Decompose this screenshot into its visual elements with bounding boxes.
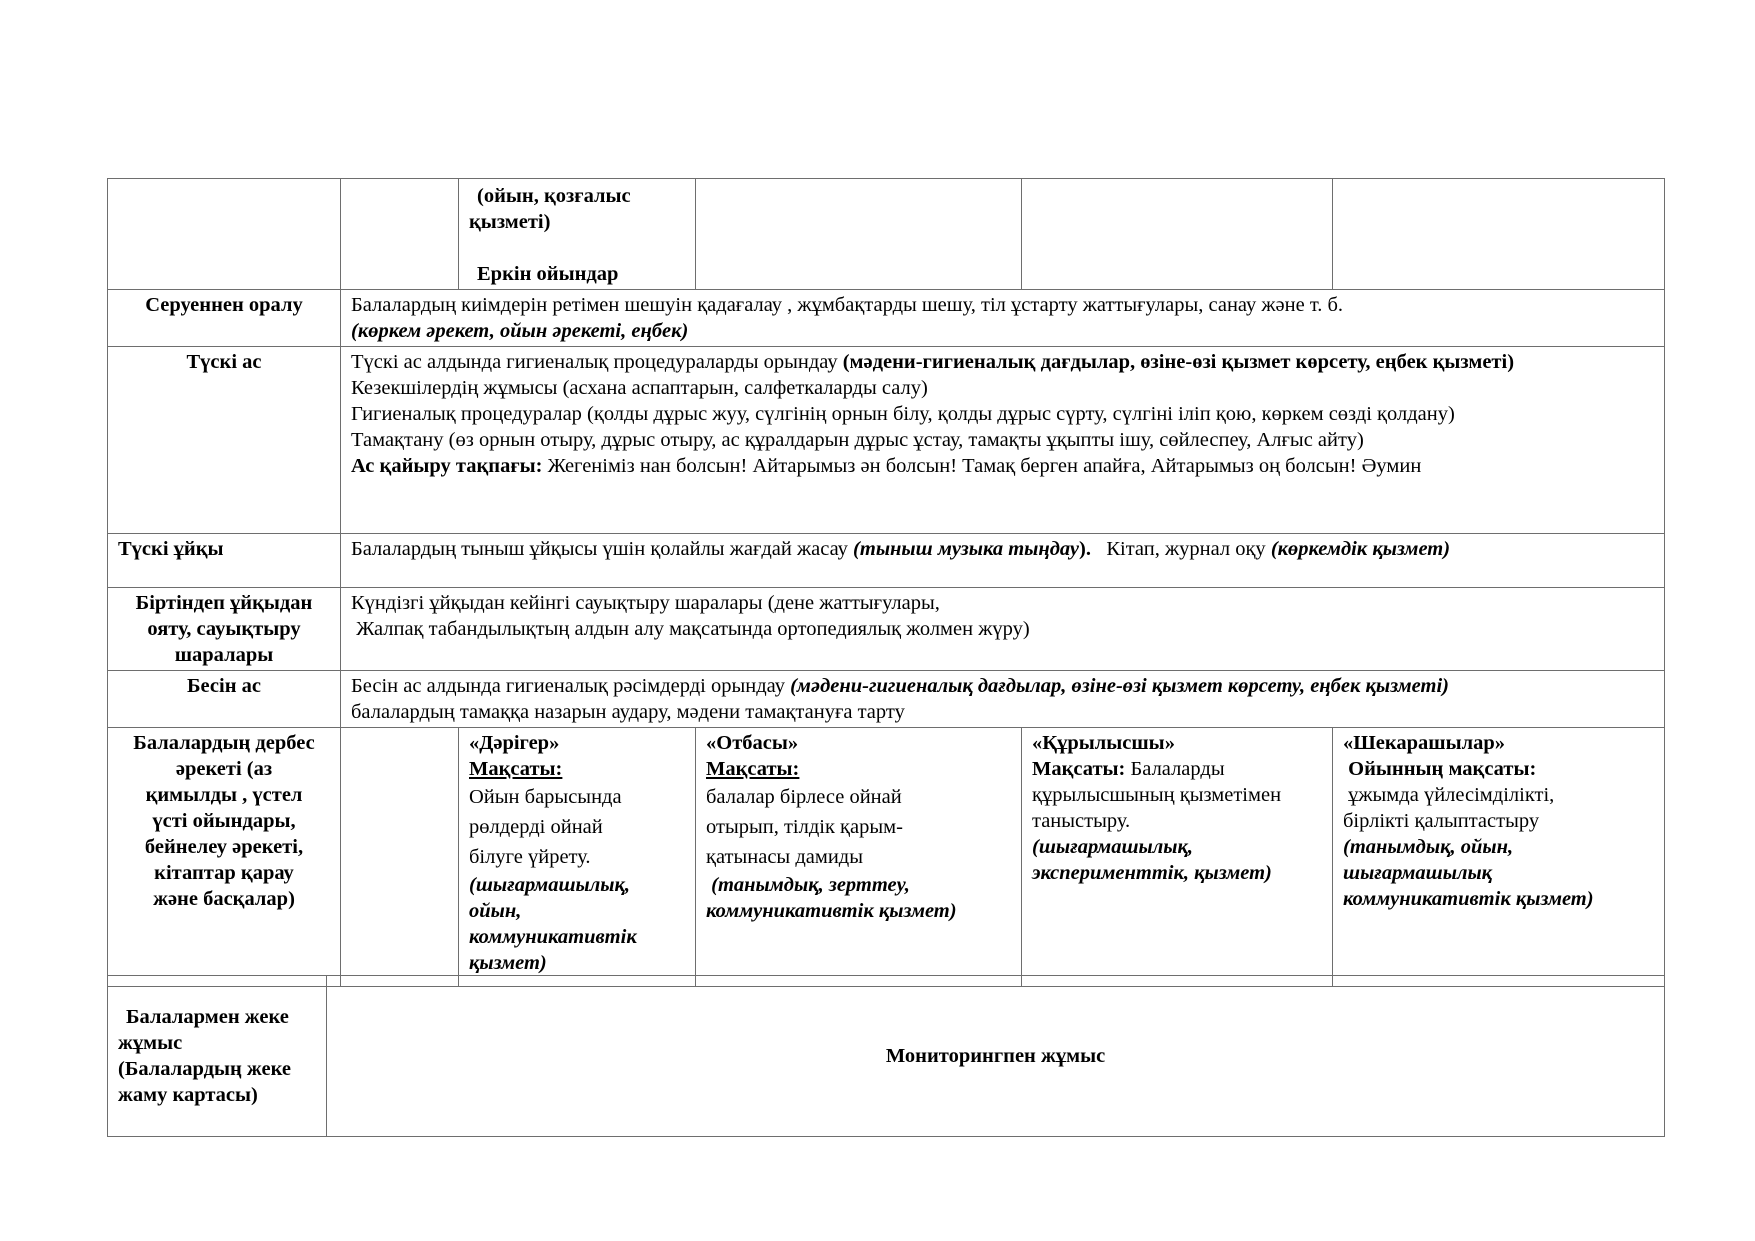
game-title: «Отбасы» [706,732,799,754]
row-individual [108,976,1665,1137]
row-label [108,976,327,1137]
goal-label: Мақсаты: [706,758,800,780]
return-text: Балалардың киімдерін ретімен шешуін қадағалау , жұмбақтарды шешу, тіл ұстарту жаттығулары, санау және т. б. [351,294,1344,316]
game-title: «Шекарашылар» [1343,732,1505,754]
goal-line: білуге үйрету. [469,846,591,868]
cell-empty-1 [108,179,341,290]
cell-empty-4 [696,179,1022,290]
goal-line: бірлікті қалыптастыру [1343,810,1540,832]
cell-empty-2 [341,179,459,290]
lunch-line-5-bold: Ас қайыру тақпағы: [351,455,543,477]
row-return-from-walk [108,290,1665,347]
free-play-line-2: қызметі) [469,211,551,233]
goal-label: Мақсаты: [1032,758,1126,780]
row-independent [108,728,1665,987]
snack-line-1-text: Бесін ас алдында гигиеналық рәсімдерді орындау [351,675,791,697]
independent-label-2: әрекеті (аз [175,758,273,780]
lunch-line-1 [351,349,1654,375]
independent-label-5: бейнелеу әрекеті, [144,836,304,858]
row-content [341,347,1665,534]
row-lunch [108,347,1665,534]
cell-free-play [459,179,696,290]
lunch-line-5-text: Жегеніміз нан болсын! Айтарымыз ән болсын! Тамақ берген апайға, Айтарымыз оң болсын! Әумин [542,455,1422,477]
wake-label-1: Біртіндеп ұйқыдан [135,592,313,614]
goal-line: Балаларды [1125,758,1225,780]
row-wake [108,588,1665,671]
activity-line: (танымдық, ойын, [1343,836,1514,858]
nap-activity-2: (көркемдік қызмет) [1270,538,1451,560]
goal-line: Ойын барысында [469,786,622,808]
nap-text-1: Балалардың тыныш ұйқысы үшін қолайлы жағдай жасау [351,538,854,560]
row-label: Түскі ас [108,347,341,534]
activity-line: (шығармашылық, [1032,836,1194,858]
goal-line: қатынасы дамиды [706,846,864,868]
row-label: Түскі ұйқы [108,534,341,588]
activity-line: коммуникативтік [469,926,637,948]
nap-activity-1: (тыныш музыка тыңдау [853,538,1079,560]
cell-empty-5 [1022,179,1333,290]
individual-label-2: жұмыс [118,1032,183,1054]
independent-label-3: қимылды , үстел [145,784,303,806]
goal-line: құрылысшының қызметімен [1032,784,1282,806]
game-title: «Құрылысшы» [1032,732,1175,754]
activity-line: ойын, [469,900,522,922]
snack-line-2: балалардың тамаққа назарын аудару, мәдени тамақтануға тарту [351,701,905,723]
individual-label-4: жаму картасы) [118,1084,258,1106]
free-play-line-1: (ойын, қозғалыс [477,185,631,207]
game-doctor [459,728,696,987]
monitoring-cell: Мониторингпен жұмыс [327,976,1665,1137]
goal-line: рөлдерді ойнай [469,816,603,838]
nap-activity-1-end: ). [1079,538,1091,560]
schedule-table [107,178,1665,987]
activity-line: шығармашылық [1343,862,1493,884]
free-play-line-3: Еркін ойындар [477,263,619,285]
row-label [108,728,341,987]
independent-label-7: және басқалар) [153,888,295,910]
individual-work-table [107,975,1665,1137]
activity-line: (танымдық, зерттеу, [706,874,910,896]
lunch-line-4: Тамақтану (өз орнын отыру, дұрыс отыру, ас құралдарын дұрыс ұстау, тамақты ұқыпты ішу, сөйлеспеу, Алғыс айту) [351,429,1364,451]
cell-empty-independent [341,728,459,987]
row-content [341,671,1665,728]
independent-label-1: Балалардың дербес [133,732,315,754]
lunch-line-1-text: Түскі ас алдында гигиеналық процедураларды орындау [351,351,843,373]
activity-line: (шығармашылық, [469,874,631,896]
wake-label-2: ояту, сауықтыру [147,618,301,640]
row-content [341,290,1665,347]
goal-label: Мақсаты: [469,758,563,780]
cell-empty-6 [1333,179,1665,290]
individual-label-1: Балалармен жеке [126,1006,289,1028]
game-border-guards [1333,728,1665,987]
snack-line-1 [351,673,1654,699]
game-builder [1022,728,1333,987]
lunch-line-3: Гигиеналық процедуралар (қолды дұрыс жуу, сүлгінің орнын білу, қолды дұрыс сүрту, сүлгіні іліп қою, көркем сөзді қолдану) [351,403,1455,425]
individual-label-3: (Балалардың жеке [118,1058,292,1080]
goal-line: отырып, тілдік қарым- [706,816,903,838]
activity-line: қызмет) [469,952,547,974]
activity-line: коммуникативтік қызмет) [1343,888,1594,910]
goal-line: ұжымда үйлесімділікті, [1343,784,1555,806]
snack-line-1-activity: (мәдени-гигиеналық дағдылар, өзіне-өзі қызмет көрсету, еңбек қызметі) [790,675,1449,697]
activity-line: эксперименттік, қызмет) [1032,862,1272,884]
return-activity: (көркем әрекет, ойын әрекеті, еңбек) [351,320,689,342]
row-free-play [108,179,1665,290]
goal-line: таныстыру. [1032,810,1131,832]
lunch-line-2: Кезекшілердің жұмысы (асхана аспаптарын, салфеткаларды салу) [351,377,928,399]
lunch-line-5 [351,453,1654,479]
wake-line-1: Күндізгі ұйқыдан кейінгі сауықтыру шаралары (дене жаттығулары, [351,592,940,614]
nap-text-2: Кітап, журнал оқу [1090,538,1271,560]
row-nap [108,534,1665,588]
row-content [341,588,1665,671]
game-title: «Дәрігер» [469,732,560,754]
independent-label-4: үсті ойындары, [152,810,296,832]
row-label: Бесін ас [108,671,341,728]
row-label [108,588,341,671]
goal-label: Ойынның мақсаты: [1343,758,1537,780]
wake-label-3: шаралары [174,644,274,666]
wake-line-2: Жалпақ табандылықтың алдын алу мақсатында ортопедиялық жолмен жүру) [351,618,1030,640]
goal-line: балалар бірлесе ойнай [706,786,902,808]
activity-line: коммуникативтік қызмет) [706,900,957,922]
game-family [696,728,1022,987]
lunch-line-1-bold: (мәдени-гигиеналық дағдылар, өзіне-өзі қызмет көрсету, еңбек қызметі) [842,351,1515,373]
independent-label-6: кітаптар қарау [154,862,294,884]
row-snack [108,671,1665,728]
row-label: Серуеннен оралу [108,290,341,347]
row-content [341,534,1665,588]
